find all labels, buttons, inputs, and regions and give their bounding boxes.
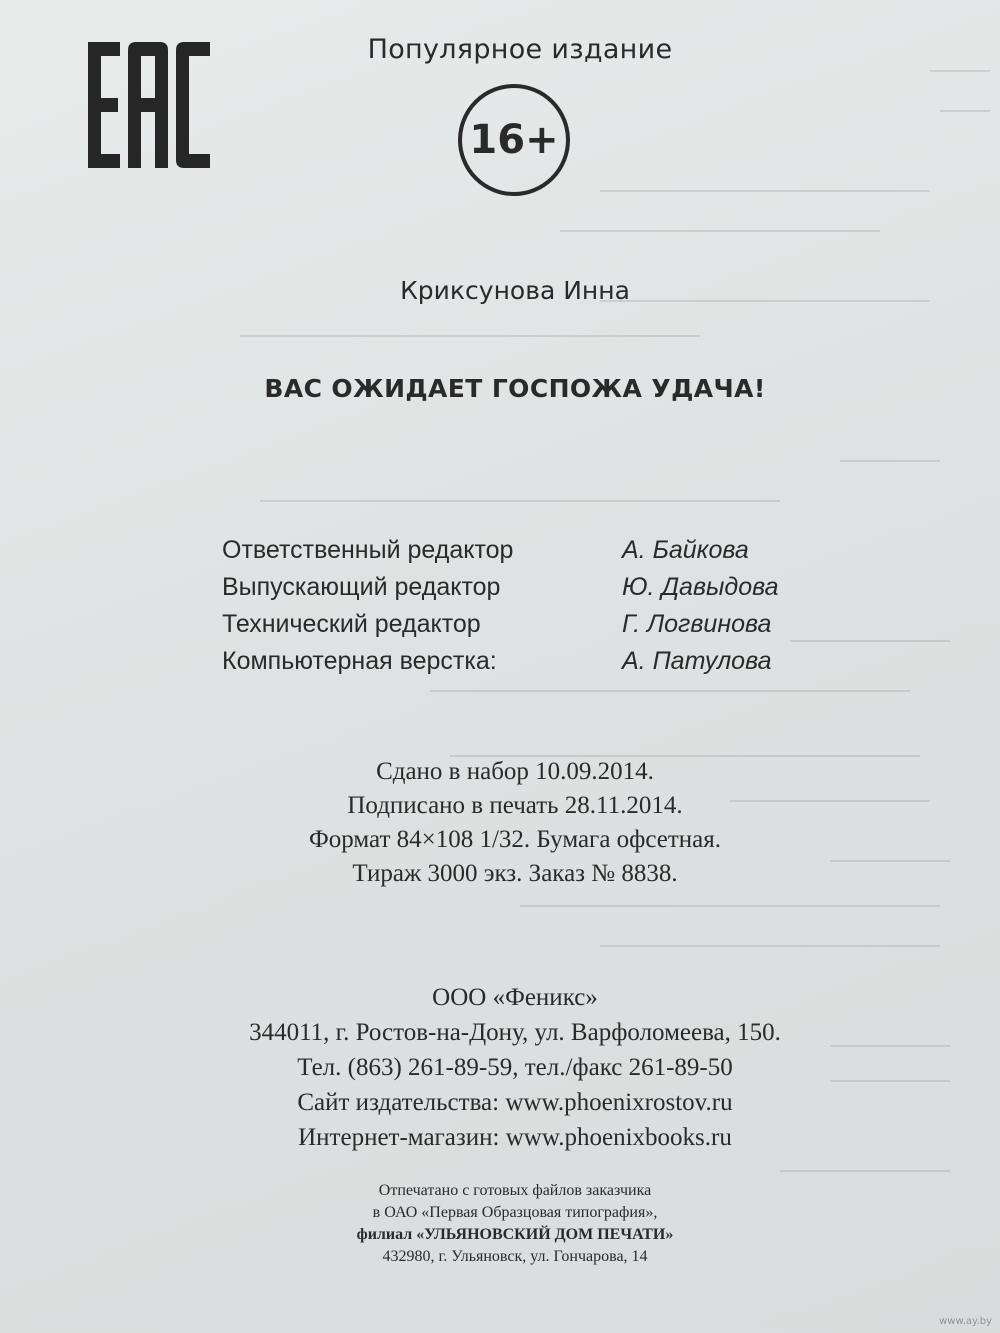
format-paper: Формат 84×108 1/32. Бумага офсетная. xyxy=(308,826,722,853)
credit-role: Технический редактор xyxy=(222,610,481,638)
print-info xyxy=(0,758,1000,894)
credit-role: Ответственный редактор xyxy=(222,536,514,564)
credit-row xyxy=(222,610,779,647)
print-run-order: Тираж 3000 экз. Заказ № 8838. xyxy=(352,860,678,887)
credit-name: А. Байкова xyxy=(622,536,749,564)
credit-name: Ю. Давыдова xyxy=(622,573,779,601)
credit-role: Компьютерная верстка: xyxy=(222,647,497,675)
credit-role: Выпускающий редактор xyxy=(222,573,501,601)
publisher-phone: Тел. (863) 261-89-59, тел./факс 261-89-50 xyxy=(297,1054,733,1081)
publisher-address: 344011, г. Ростов-на-Дону, ул. Варфоломеева, 150. xyxy=(249,1019,781,1046)
site-watermark: www.ay.by xyxy=(939,1316,992,1327)
printer-line: в ОАО «Первая Образцовая типография», xyxy=(372,1204,658,1221)
publisher-shop: Интернет-магазин: www.phoenixbooks.ru xyxy=(298,1124,732,1151)
edition-type: Популярное издание xyxy=(367,34,673,65)
submitted-date: Сдано в набор 10.09.2014. xyxy=(376,758,654,785)
credit-row xyxy=(222,536,779,573)
publisher-name: ООО «Феникс» xyxy=(432,984,598,1011)
age-rating-badge xyxy=(458,84,570,196)
credit-name: Г. Логвинова xyxy=(622,610,772,638)
credits-list xyxy=(222,536,779,684)
printer-line: филиал «УЛЬЯНОВСКИЙ ДОМ ПЕЧАТИ» xyxy=(356,1226,674,1243)
credit-row xyxy=(222,647,779,684)
book-author: Криксунова Инна xyxy=(400,276,630,305)
publisher-site: Сайт издательства: www.phoenixrostov.ru xyxy=(297,1089,733,1116)
publisher-info xyxy=(0,984,1000,1159)
printer-info xyxy=(0,1182,1000,1270)
printer-line: Отпечатано с готовых файлов заказчика xyxy=(378,1182,652,1199)
book-title: ВАС ОЖИДАЕТ ГОСПОЖА УДАЧА! xyxy=(264,374,766,403)
printer-address: 432980, г. Ульяновск, ул. Гончарова, 14 xyxy=(382,1248,648,1265)
signed-date: Подписано в печать 28.11.2014. xyxy=(347,792,683,819)
credit-row xyxy=(222,573,779,610)
age-rating-label: 16+ xyxy=(469,117,559,163)
credit-name: А. Патулова xyxy=(622,647,772,675)
